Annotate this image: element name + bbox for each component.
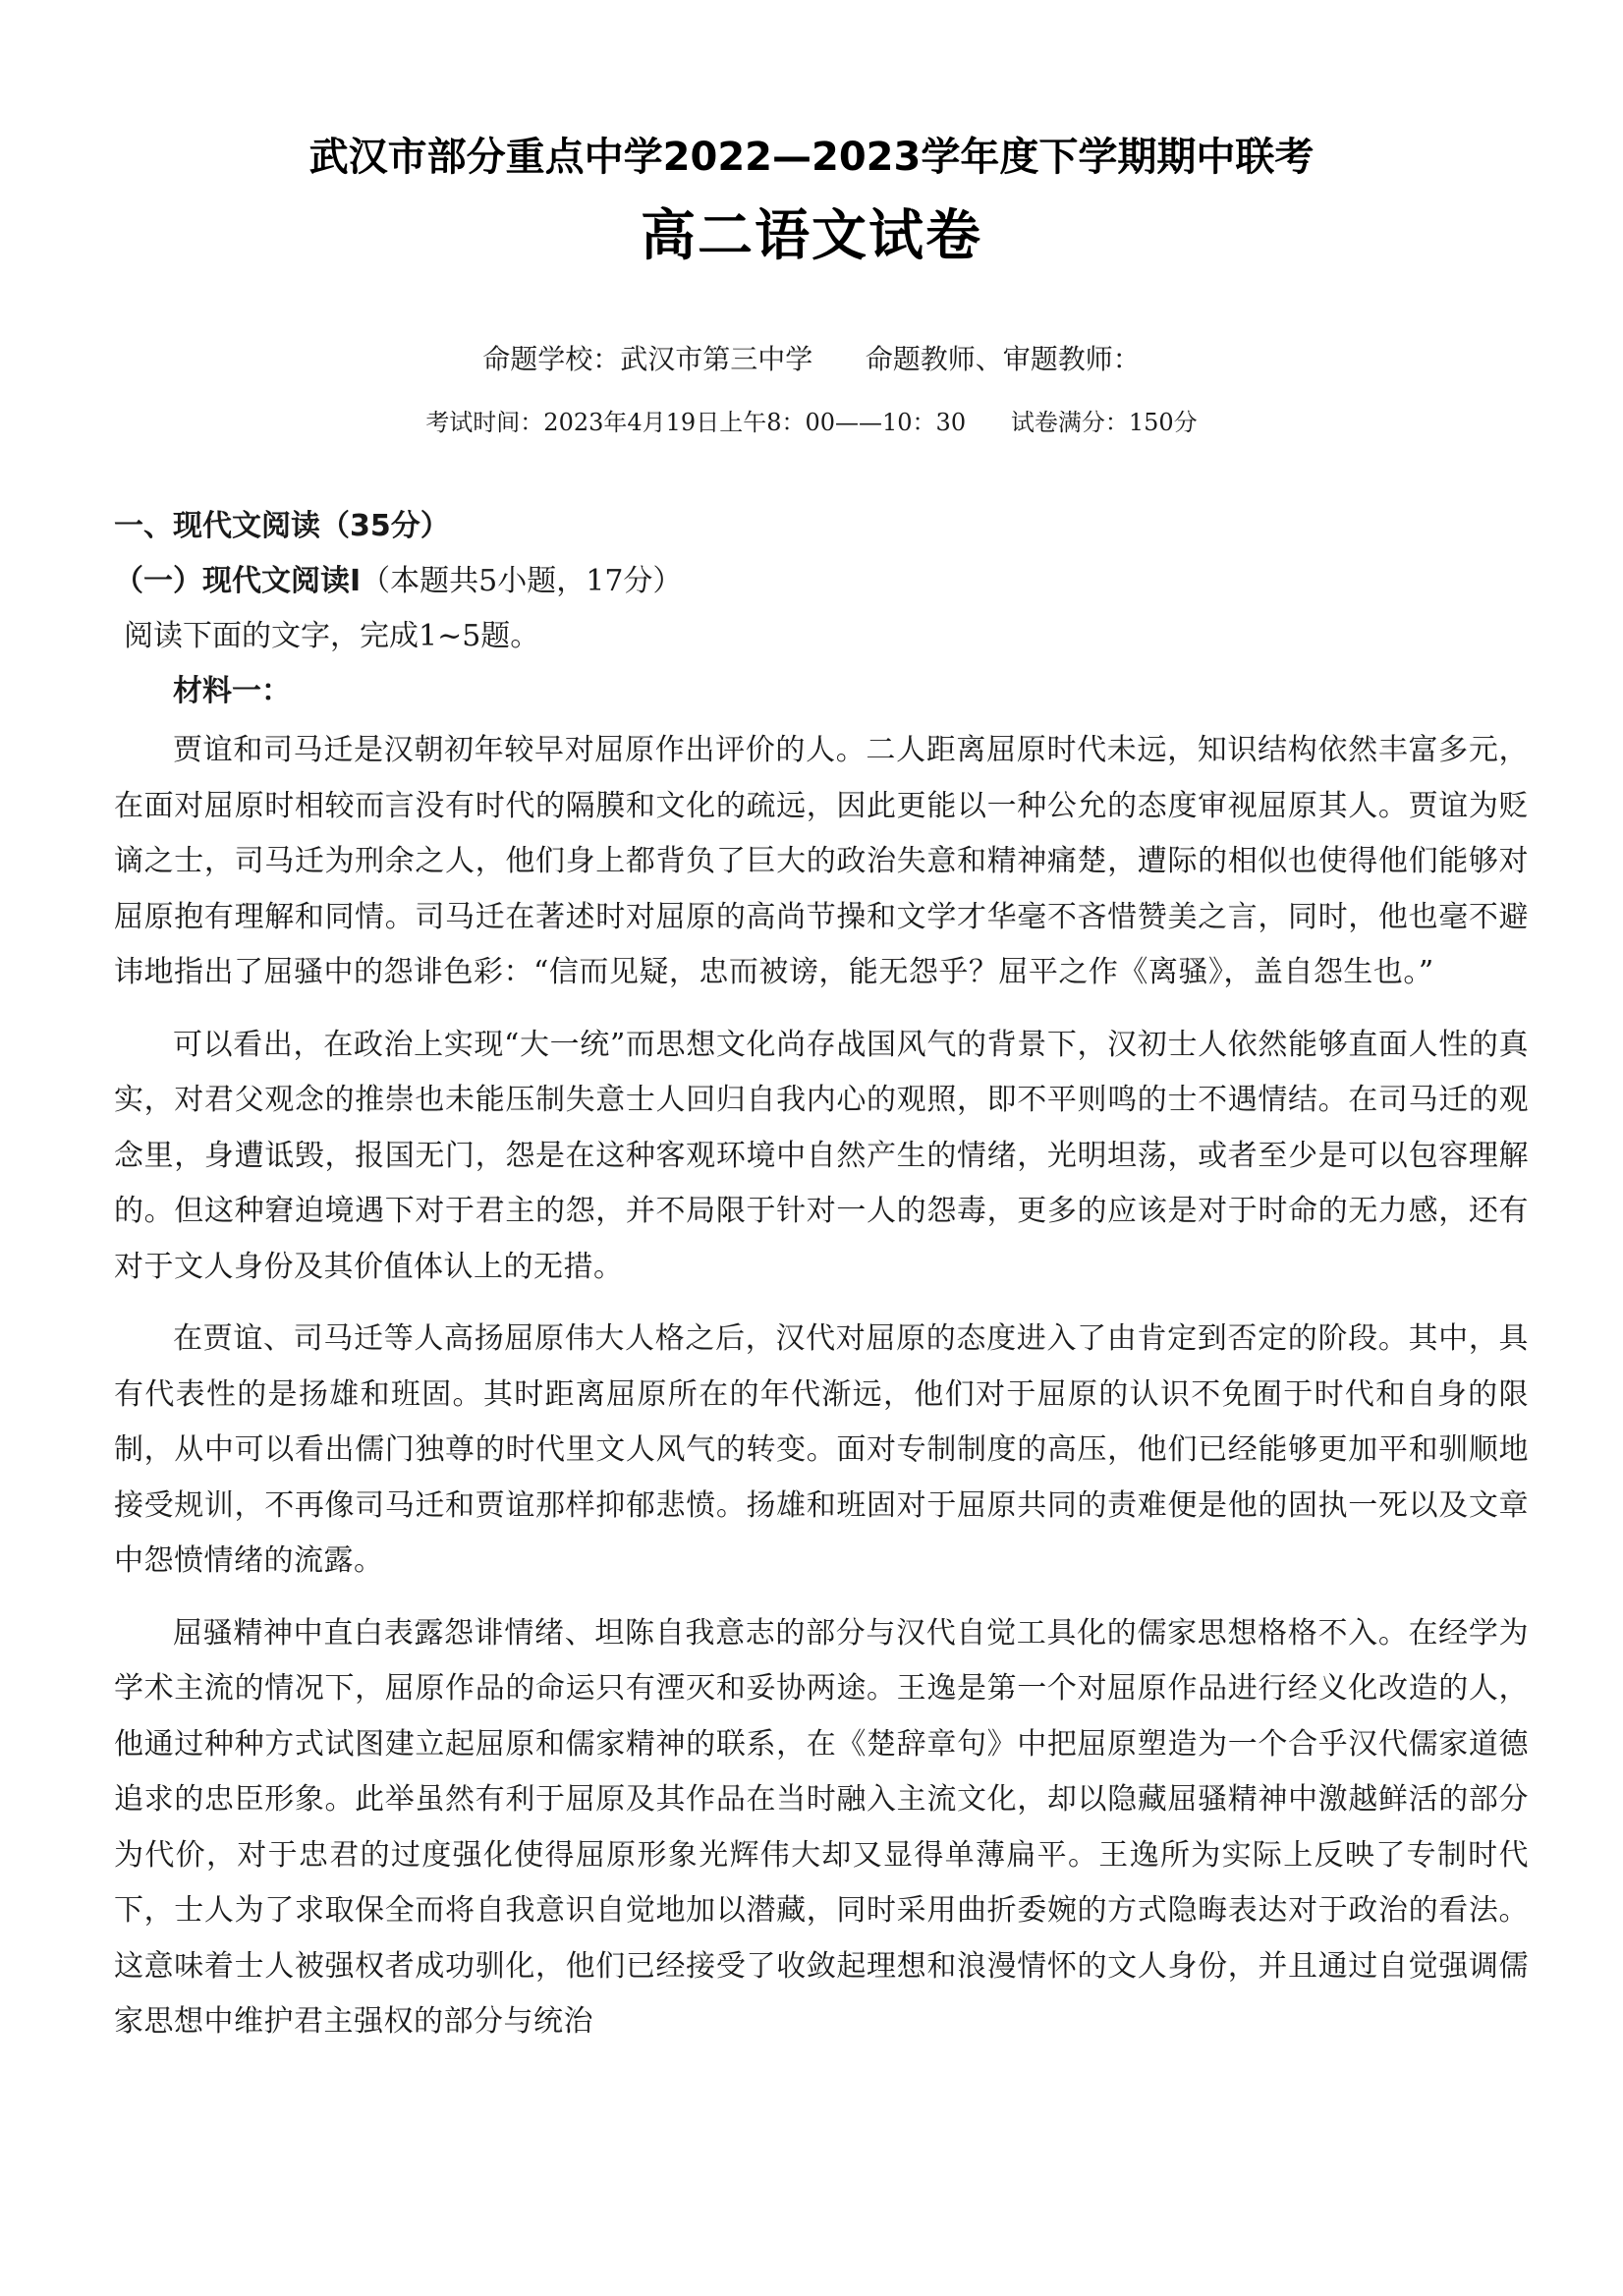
reading-instruction: 阅读下面的文字，完成1~5题。 — [124, 619, 540, 653]
sub-section-heading — [114, 554, 1529, 609]
paragraph-3: 在贾谊、司马迁等人高扬屈原伟大人格之后，汉代对屈原的态度进入了由肯定到否定的阶段。其中，具有代表性的是扬雄和班固。其时距离屈原所在的年代渐远，他们对于屈原的认识不免囿于时代和自身的限制，从中可以看出儒门独尊的时代里文人风气的转变。面对专制制度的高压，他们已经能够更加平和驯顺地接受规训，不再像司马迁和贾谊那样抑郁悲愤。扬雄和班固对于屈原共同的责难便是他的固执一死以及文章中怨愤情绪的流露。 — [114, 1321, 1529, 1578]
school-info: 命题学校：武汉市第三中学 命题教师、审题教师： — [482, 343, 1141, 375]
exam-title: 武汉市部分重点中学2022—2023学年度下学期期中联考 — [308, 135, 1315, 180]
exam-subtitle: 高二语文试卷 — [641, 204, 982, 268]
sub-section-title: （一）现代文阅读Ⅰ — [114, 564, 362, 598]
section-heading: 一、现代文阅读（35分） — [114, 509, 450, 543]
exam-time-info: 考试时间：2023年4月19日上午8：00——10：30 试卷满分：150分 — [425, 409, 1198, 436]
material-label: 材料一： — [173, 674, 291, 708]
sub-section-score: （本题共5小题，17分） — [361, 564, 683, 598]
paragraph-4: 屈骚精神中直白表露怨诽情绪、坦陈自我意志的部分与汉代自觉工具化的儒家思想格格不入。在经学为学术主流的情况下，屈原作品的命运只有湮灭和妥协两途。王逸是第一个对屈原作品进行经义化改造的人，他通过种种方式试图建立起屈原和儒家精神的联系，在《楚辞章句》中把屈原塑造为一个合乎汉代儒家道德追求的忠臣形象。此举虽然有利于屈原及其作品在当时融入主流文化，却以隐藏屈骚精神中激越鲜活的部分为代价，对于忠君的过度强化使得屈原形象光辉伟大却又显得单薄扁平。王逸所为实际上反映了专制时代下，士人为了求取保全而将自我意识自觉地加以潜藏，同时采用曲折委婉的方式隐晦表达对于政治的看法。这意味着士人被强权者成功驯化，他们已经接受了收敛起理想和浪漫情怀的文人身份，并且通过自觉强调儒家思想中维护君主强权的部分与统治 — [114, 1615, 1529, 2039]
paragraph-2: 可以看出，在政治上实现“大一统”而思想文化尚存战国风气的背景下，汉初士人依然能够直面人性的真实，对君父观念的推崇也未能压制失意士人回归自我内心的观照，即不平则鸣的士不遇情结。在司马迁的观念里，身遭诋毁，报国无门，怨是在这种客观环境中自然产生的情绪，光明坦荡，或者至少是可以包容理解的。但这种窘迫境遇下对于君主的怨，并不局限于针对一人的怨毒，更多的应该是对于时命的无力感，还有对于文人身份及其价值体认上的无措。 — [114, 1027, 1529, 1284]
exam-content — [114, 499, 1529, 2067]
paragraph-1: 贾谊和司马迁是汉朝初年较早对屈原作出评价的人。二人距离屈原时代未远，知识结构依然丰富多元，在面对屈原时相较而言没有时代的隔膜和文化的疏远，因此更能以一种公允的态度审视屈原其人。贾谊为贬谪之士，司马迁为刑余之人，他们身上都背负了巨大的政治失意和精神痛楚，遭际的相似也使得他们能够对屈原抱有理解和同情。司马迁在著述时对屈原的高尚节操和文学才华毫不吝惜赞美之言，同时，他也毫不避讳地指出了屈骚中的怨诽色彩：“信而见疑，忠而被谤，能无怨乎？屈平之作《离骚》，盖自怨生也。” — [114, 733, 1529, 989]
